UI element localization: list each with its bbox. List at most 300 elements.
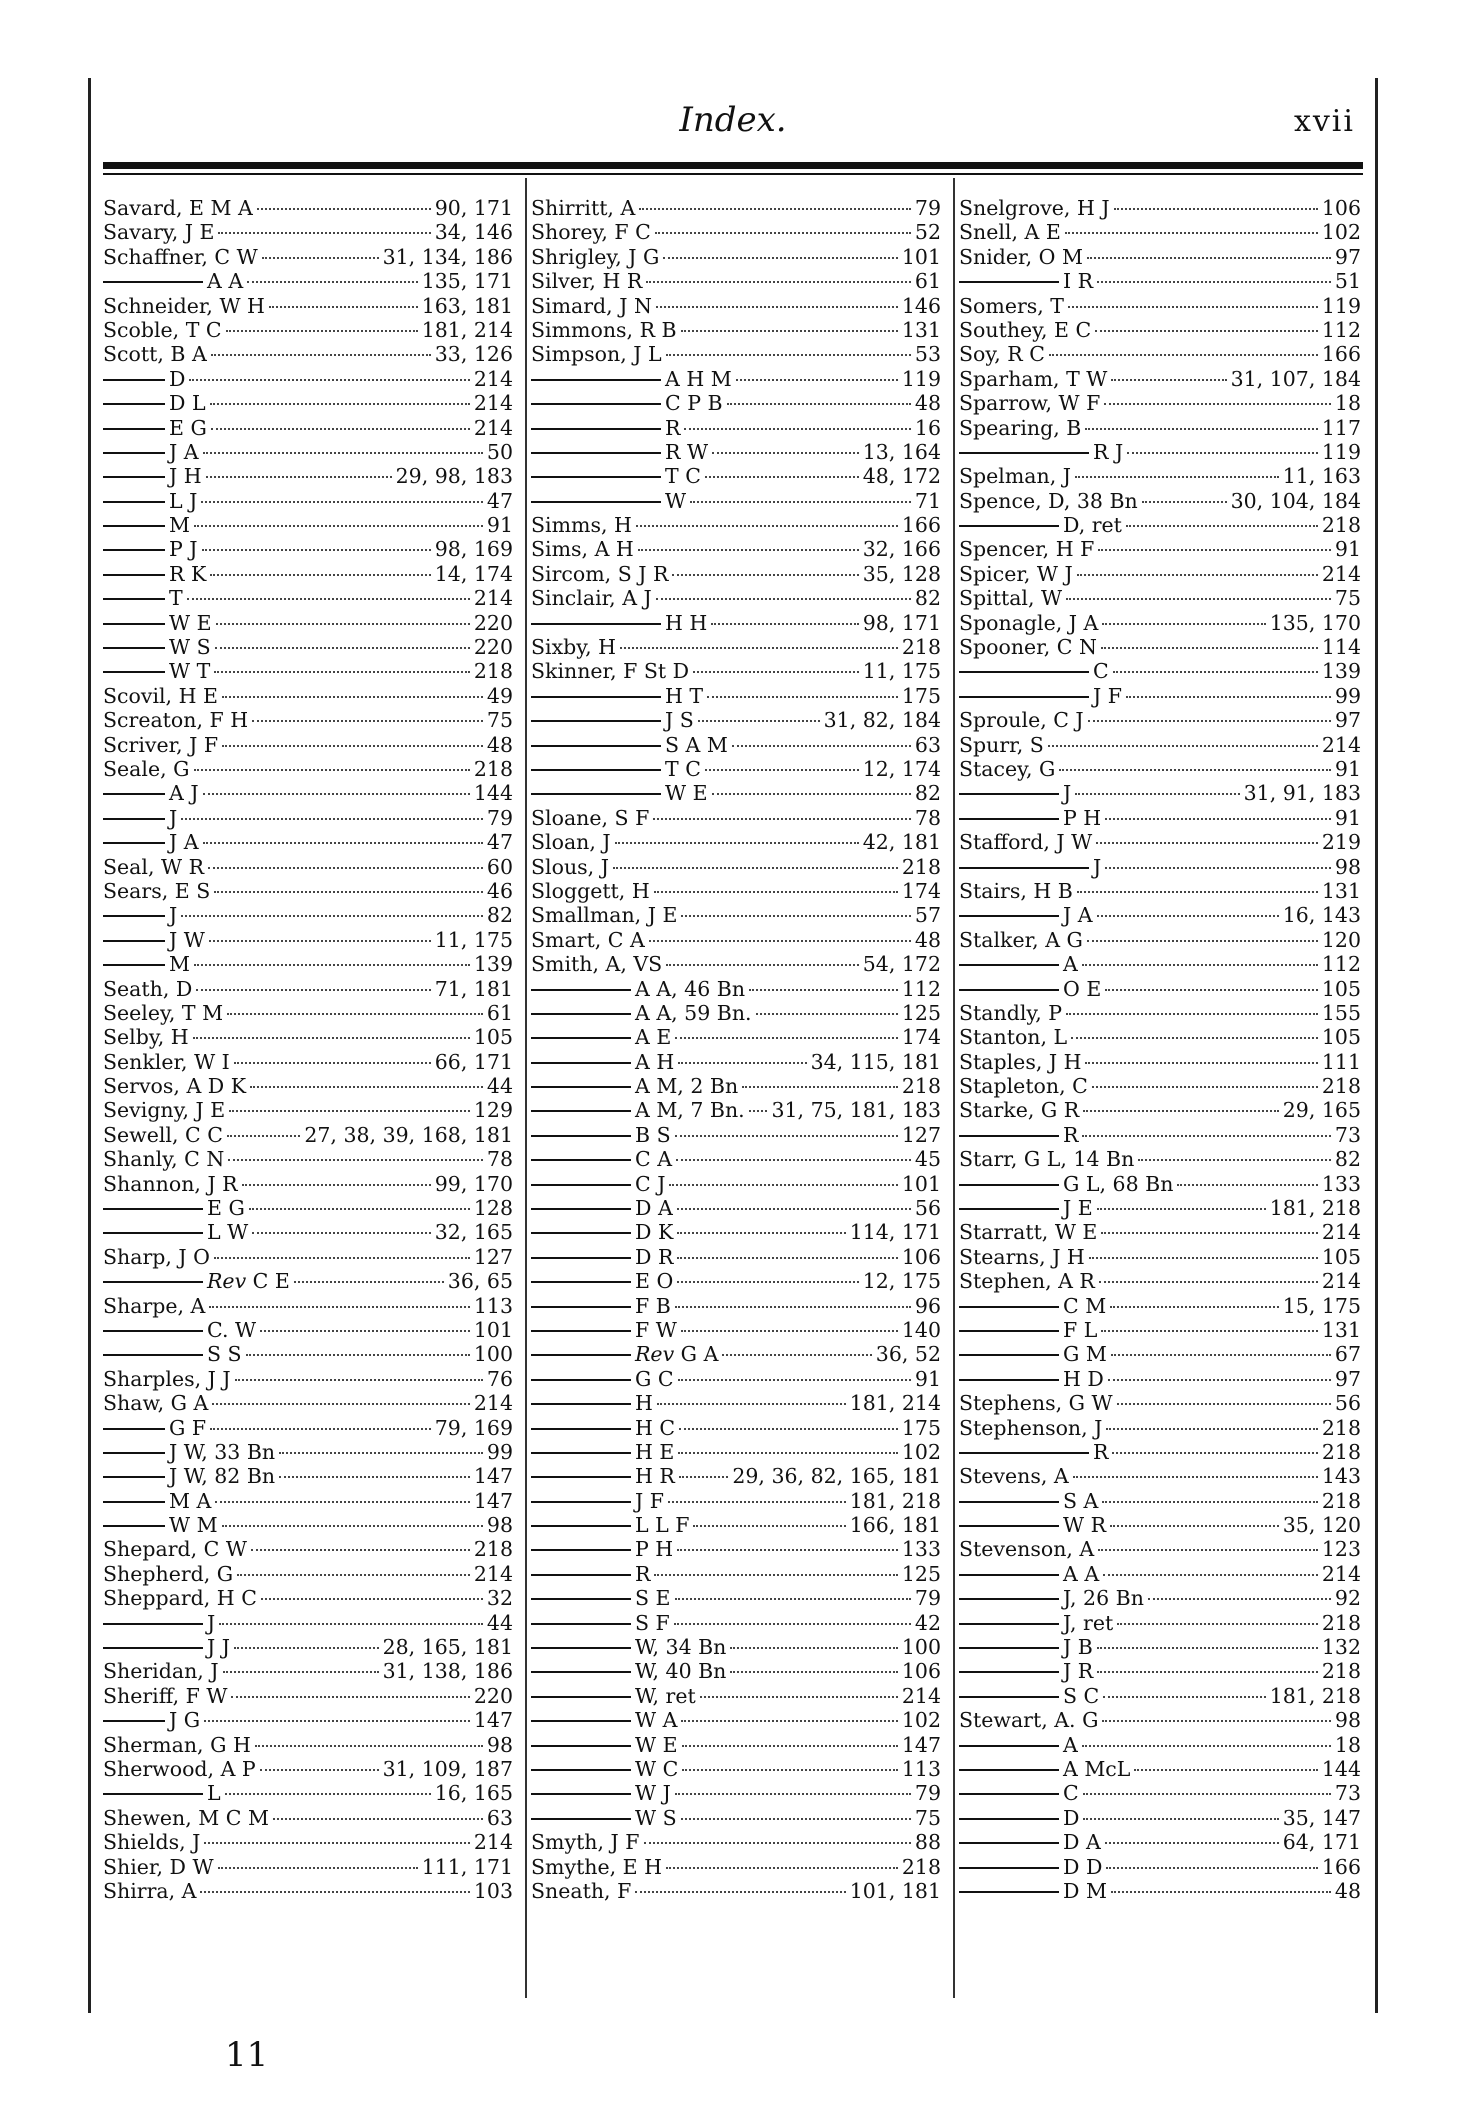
- index-entry: [103, 1416, 513, 1440]
- index-entry: [959, 1220, 1361, 1244]
- entry-pages: 63: [914, 732, 941, 757]
- entry-pages: 135, 170: [1269, 610, 1361, 635]
- entry-pages: 101, 181: [849, 1878, 941, 1903]
- entry-pages: 31, 109, 187: [382, 1757, 513, 1781]
- index-entry: [531, 1025, 941, 1049]
- index-entry: [531, 928, 941, 952]
- entry-name: E O: [635, 1269, 674, 1294]
- leader-dots: [674, 1623, 911, 1625]
- leader-dots: [613, 867, 898, 869]
- ditto-dash: [531, 1379, 631, 1381]
- leader-dots: [1073, 1476, 1318, 1478]
- leader-dots: [1099, 1281, 1318, 1283]
- ditto-dash: [959, 989, 1059, 991]
- entry-name: H T: [665, 683, 704, 708]
- entry-name: G C: [635, 1366, 674, 1391]
- leader-dots: [246, 1354, 470, 1356]
- entry-name: D R: [635, 1244, 674, 1269]
- ditto-dash: [103, 281, 203, 283]
- leader-dots: [1110, 1306, 1279, 1308]
- entry-name: L: [207, 1781, 221, 1806]
- entry-pages: 82: [486, 903, 513, 928]
- entry-name: W S: [169, 635, 211, 660]
- entry-pages: 67: [1334, 1342, 1361, 1367]
- leader-dots: [273, 1818, 483, 1820]
- entry-name: Smyth, J F: [531, 1830, 640, 1855]
- page-header: [91, 100, 1375, 150]
- index-entry: [959, 440, 1361, 464]
- leader-dots: [237, 1574, 470, 1576]
- leader-dots: [672, 574, 858, 576]
- ditto-dash: [531, 1208, 631, 1210]
- ditto-dash: [531, 1671, 631, 1673]
- entry-pages: 106: [1321, 196, 1361, 220]
- entry-pages: 163, 181: [421, 293, 513, 318]
- entry-name: Shirra, A: [103, 1878, 197, 1903]
- leader-dots: [732, 745, 911, 747]
- entry-pages: 51: [1334, 269, 1361, 294]
- entry-name: Sharples, J J: [103, 1366, 231, 1391]
- index-entry: [531, 1196, 941, 1220]
- entry-pages: 214: [473, 1391, 513, 1416]
- index-entry: [103, 1318, 513, 1342]
- entry-pages: 61: [486, 1000, 513, 1025]
- leader-dots: [693, 1525, 845, 1527]
- index-entry: [103, 1562, 513, 1586]
- entry-pages: 32, 165: [434, 1220, 513, 1245]
- entry-name: S A M: [665, 732, 728, 757]
- entry-pages: 35, 120: [1282, 1513, 1361, 1538]
- entry-pages: 218: [1321, 1439, 1361, 1464]
- leader-dots: [675, 1306, 911, 1308]
- index-entry: [959, 245, 1361, 269]
- leader-dots: [654, 1574, 897, 1576]
- index-entry: [959, 1391, 1361, 1415]
- entry-pages: 101: [901, 1171, 941, 1196]
- leader-dots: [201, 501, 483, 503]
- leader-dots: [1108, 1379, 1331, 1381]
- entry-pages: 75: [1334, 586, 1361, 611]
- index-entry: [103, 464, 513, 488]
- ditto-dash: [959, 452, 1089, 454]
- leader-dots: [705, 769, 859, 771]
- index-entry: [531, 1562, 941, 1586]
- entry-name: A: [1063, 952, 1078, 977]
- ditto-dash: [531, 1257, 631, 1259]
- leader-dots: [247, 281, 418, 283]
- index-entry: [959, 757, 1361, 781]
- ditto-dash: [531, 1452, 631, 1454]
- leader-dots: [678, 1062, 806, 1064]
- entry-name: J G: [169, 1708, 201, 1733]
- entry-name: Spencer, H F: [959, 537, 1095, 562]
- entry-name: Stevenson, A: [959, 1537, 1095, 1562]
- leader-dots: [212, 1403, 470, 1405]
- entry-pages: 35, 128: [862, 561, 941, 586]
- entry-pages: 44: [486, 1610, 513, 1635]
- entry-pages: 97: [1334, 708, 1361, 733]
- leader-dots: [222, 696, 483, 698]
- index-entry: [531, 464, 941, 488]
- entry-name: D: [1063, 1805, 1080, 1830]
- leader-dots: [1142, 501, 1227, 503]
- entry-name: J, ret: [1063, 1610, 1114, 1635]
- leader-dots: [1089, 1257, 1318, 1259]
- entry-pages: 82: [1334, 1147, 1361, 1172]
- entry-pages: 76: [486, 1366, 513, 1391]
- leader-dots: [653, 818, 911, 820]
- index-entry: [531, 855, 941, 879]
- index-entry: [531, 1708, 941, 1732]
- index-entry: [531, 1147, 941, 1171]
- ditto-dash: [103, 1330, 203, 1332]
- entry-pages: 90, 171: [434, 196, 513, 220]
- leader-dots: [646, 281, 911, 283]
- ditto-dash: [959, 1184, 1059, 1186]
- entry-pages: 12, 175: [862, 1269, 941, 1294]
- leader-dots: [242, 1184, 431, 1186]
- leader-dots: [736, 379, 898, 381]
- leader-dots: [678, 1452, 898, 1454]
- leader-dots: [677, 1257, 897, 1259]
- entry-pages: 127: [473, 1244, 513, 1269]
- index-entry: [103, 1220, 513, 1244]
- entry-pages: 128: [473, 1196, 513, 1221]
- entry-name: C J: [635, 1171, 666, 1196]
- entry-name: P J: [169, 537, 198, 562]
- entry-pages: 113: [473, 1293, 513, 1318]
- leader-dots: [656, 306, 898, 308]
- entry-pages: 214: [1321, 1269, 1361, 1294]
- entry-pages: 31, 82, 184: [823, 708, 941, 733]
- entry-name: G M: [1063, 1342, 1107, 1367]
- entry-pages: 71: [914, 488, 941, 513]
- ditto-dash: [531, 452, 661, 454]
- entry-name: J, 26 Bn: [1063, 1586, 1144, 1611]
- entry-pages: 29, 165: [1282, 1098, 1361, 1123]
- leader-dots: [1085, 428, 1318, 430]
- entry-name: J: [169, 903, 178, 928]
- leader-dots: [218, 1867, 418, 1869]
- leader-dots: [742, 1086, 898, 1088]
- leader-dots: [211, 354, 431, 356]
- ditto-dash: [103, 1793, 203, 1795]
- leader-dots: [649, 940, 911, 942]
- ditto-dash: [959, 1135, 1059, 1137]
- entry-name: J A: [1063, 903, 1093, 928]
- ditto-dash: [959, 1867, 1059, 1869]
- entry-pages: 114, 171: [849, 1220, 941, 1245]
- entry-pages: 100: [901, 1635, 941, 1660]
- index-entry: [103, 1733, 513, 1757]
- index-entry: [531, 1464, 941, 1488]
- entry-name: J: [169, 805, 178, 830]
- ditto-dash: [531, 1428, 631, 1430]
- index-column-3: [959, 196, 1361, 1903]
- leader-dots: [675, 1037, 898, 1039]
- entry-name: Spearing, B: [959, 415, 1082, 440]
- ditto-dash: [103, 1428, 165, 1430]
- entry-pages: 36, 65: [447, 1269, 513, 1294]
- entry-name: S F: [635, 1610, 670, 1635]
- index-entry: [103, 1440, 513, 1464]
- leader-dots: [1117, 1623, 1318, 1625]
- index-entry: [103, 537, 513, 561]
- leader-dots: [1138, 1159, 1331, 1161]
- entry-pages: 214: [1321, 561, 1361, 586]
- entry-pages: 98: [486, 1513, 513, 1538]
- leader-dots: [1110, 1525, 1279, 1527]
- leader-dots: [1101, 1330, 1318, 1332]
- entry-pages: 34, 146: [434, 220, 513, 245]
- ditto-dash: [959, 1623, 1059, 1625]
- ditto-dash: [531, 720, 661, 722]
- leader-dots: [1101, 1232, 1317, 1234]
- entry-pages: 53: [914, 342, 941, 367]
- entry-pages: 219: [1321, 830, 1361, 855]
- ditto-dash: [103, 623, 165, 625]
- entry-name: Scovil, H E: [103, 683, 218, 708]
- entry-pages: 79: [914, 1586, 941, 1611]
- index-entry: [103, 342, 513, 366]
- index-entry: [531, 659, 941, 683]
- entry-pages: 174: [901, 1025, 941, 1050]
- entry-name: Stephen, A R: [959, 1269, 1095, 1294]
- entry-pages: 12, 174: [862, 756, 941, 781]
- entry-name: A: [1063, 1732, 1078, 1757]
- ditto-dash: [103, 1354, 203, 1356]
- index-entry: [959, 879, 1361, 903]
- entry-name: D D: [1063, 1854, 1103, 1879]
- ditto-dash: [959, 818, 1059, 820]
- leader-dots: [675, 1135, 898, 1137]
- index-entry: [103, 1855, 513, 1879]
- ditto-dash: [959, 964, 1059, 966]
- leader-dots: [711, 623, 858, 625]
- ditto-dash: [103, 964, 165, 966]
- ditto-dash: [103, 1281, 203, 1283]
- leader-dots: [677, 1208, 911, 1210]
- index-entry: [959, 1318, 1361, 1342]
- index-entry: [103, 733, 513, 757]
- index-entry: [959, 1806, 1361, 1830]
- index-entry: [959, 318, 1361, 342]
- index-entry: [103, 440, 513, 464]
- index-entry: [531, 1757, 941, 1781]
- entry-name: E G: [169, 415, 207, 440]
- leader-dots: [1059, 769, 1331, 771]
- index-entry: [531, 1074, 941, 1098]
- entry-name: A McL: [1063, 1757, 1131, 1781]
- leader-dots: [204, 1842, 469, 1844]
- leader-dots: [196, 989, 430, 991]
- entry-pages: 123: [1321, 1537, 1361, 1562]
- index-entry: [959, 537, 1361, 561]
- index-entry: [103, 1586, 513, 1610]
- entry-name: D A: [635, 1196, 673, 1221]
- index-entry: [531, 1269, 941, 1293]
- index-entry: [959, 1464, 1361, 1488]
- entry-name: Shepard, C W: [103, 1537, 247, 1562]
- leader-dots: [1111, 1354, 1331, 1356]
- leader-dots: [756, 1013, 898, 1015]
- ditto-dash: [103, 818, 165, 820]
- index-entry: [959, 611, 1361, 635]
- index-entry: [959, 1123, 1361, 1147]
- leader-dots: [1077, 891, 1318, 893]
- leader-dots: [677, 1549, 898, 1551]
- leader-dots: [210, 1428, 431, 1430]
- entry-name: J H: [169, 464, 202, 489]
- leader-dots: [1148, 1598, 1331, 1600]
- entry-name: C: [1093, 659, 1109, 684]
- index-entry: [959, 1342, 1361, 1366]
- entry-name: Staples, J H: [959, 1049, 1082, 1074]
- entry-name: J W: [169, 927, 205, 952]
- entry-pages: 220: [473, 635, 513, 660]
- ditto-dash: [531, 1769, 631, 1771]
- entry-pages: 174: [901, 878, 941, 903]
- index-entry: [531, 245, 941, 269]
- index-entry: [959, 1172, 1361, 1196]
- entry-pages: 75: [914, 1805, 941, 1830]
- entry-pages: 98, 169: [434, 537, 513, 562]
- entry-pages: 218: [1321, 513, 1361, 538]
- leader-dots: [279, 1452, 483, 1454]
- entry-pages: 131: [1321, 1317, 1361, 1342]
- entry-name: D L: [169, 391, 206, 416]
- entry-pages: 214: [473, 391, 513, 416]
- leader-dots: [206, 476, 392, 478]
- entry-name: A H M: [665, 366, 732, 391]
- leader-dots: [1082, 1745, 1331, 1747]
- entry-pages: 111: [1321, 1049, 1361, 1074]
- index-entry: [103, 220, 513, 244]
- entry-pages: 139: [473, 952, 513, 977]
- index-entry: [531, 440, 941, 464]
- entry-name: Shirritt, A: [531, 196, 636, 220]
- entry-name: L J: [169, 488, 198, 513]
- leader-dots: [693, 671, 859, 673]
- leader-dots: [234, 1062, 431, 1064]
- entry-name: Sixby, H: [531, 635, 617, 660]
- index-entry: [531, 1537, 941, 1561]
- column-divider: [525, 178, 527, 1998]
- leader-dots: [620, 647, 898, 649]
- entry-pages: 31, 138, 186: [382, 1659, 513, 1684]
- entry-pages: 47: [486, 830, 513, 855]
- index-entry: [531, 1586, 941, 1610]
- leader-dots: [1097, 281, 1331, 283]
- index-entry: [103, 708, 513, 732]
- index-entry: [103, 1050, 513, 1074]
- page-title: Index.: [679, 100, 787, 140]
- entry-name: Savard, E M A: [103, 196, 253, 220]
- leader-dots: [1134, 1769, 1317, 1771]
- entry-name: Smallman, J E: [531, 903, 678, 928]
- ditto-dash: [959, 1330, 1059, 1332]
- entry-name: A H: [635, 1049, 675, 1074]
- entry-name: T: [169, 586, 183, 611]
- entry-name: W T: [169, 659, 211, 684]
- leader-dots: [262, 257, 379, 259]
- leader-dots: [666, 964, 859, 966]
- entry-pages: 218: [1321, 1074, 1361, 1099]
- entry-name: Sircom, S J R: [531, 561, 669, 586]
- entry-name: Sheriff, F W: [103, 1683, 228, 1708]
- entry-pages: 63: [486, 1805, 513, 1830]
- index-entry: [103, 1196, 513, 1220]
- entry-name: Starr, G L, 14 Bn: [959, 1147, 1135, 1172]
- entry-pages: 42: [914, 1610, 941, 1635]
- leader-dots: [187, 598, 470, 600]
- leader-dots: [252, 720, 483, 722]
- ditto-dash: [531, 403, 661, 405]
- entry-pages: 120: [1321, 927, 1361, 952]
- ditto-dash: [531, 501, 661, 503]
- entry-name: Scott, B A: [103, 342, 207, 367]
- index-entry: [959, 830, 1361, 854]
- entry-name: C: [1063, 1781, 1079, 1806]
- ditto-dash: [531, 745, 661, 747]
- index-entry: [959, 1879, 1361, 1903]
- leader-dots: [209, 1306, 469, 1308]
- index-entry: [103, 1074, 513, 1098]
- leader-dots: [203, 452, 483, 454]
- entry-pages: 96: [914, 1293, 941, 1318]
- ditto-dash: [531, 1062, 631, 1064]
- entry-pages: 54, 172: [862, 952, 941, 977]
- entry-name: Scoble, T C: [103, 317, 222, 342]
- ditto-dash: [103, 915, 165, 917]
- entry-name: W E: [665, 781, 708, 806]
- leader-dots: [1087, 940, 1318, 942]
- entry-name: H C: [635, 1415, 676, 1440]
- entry-name: J J: [207, 1635, 230, 1660]
- index-entry: [103, 684, 513, 708]
- entry-pages: 71, 181: [434, 976, 513, 1001]
- index-entry: [959, 1147, 1361, 1171]
- leader-dots: [712, 793, 911, 795]
- entry-pages: 48: [914, 927, 941, 952]
- entry-pages: 34, 115, 181: [810, 1049, 941, 1074]
- entry-pages: 92: [1334, 1586, 1361, 1611]
- index-entry: [103, 781, 513, 805]
- index-entry: [531, 1440, 941, 1464]
- leader-dots: [1097, 1208, 1266, 1210]
- index-entry: [531, 1879, 941, 1903]
- leader-dots: [204, 1720, 470, 1722]
- leader-dots: [252, 1232, 431, 1234]
- index-entry: [959, 416, 1361, 440]
- entry-name: A M, 7 Bn.: [635, 1098, 745, 1123]
- entry-name: J A: [169, 439, 199, 464]
- entry-name: R K: [169, 561, 207, 586]
- leader-dots: [1103, 1574, 1318, 1576]
- leader-dots: [749, 989, 898, 991]
- entry-name: A E: [635, 1025, 672, 1050]
- leader-dots: [194, 769, 470, 771]
- entry-name: Sloan, J: [531, 830, 611, 855]
- leader-dots: [229, 1110, 470, 1112]
- ditto-dash: [103, 1623, 203, 1625]
- entry-pages: 218: [901, 1074, 941, 1099]
- index-entry: [531, 294, 941, 318]
- leader-dots: [1068, 306, 1318, 308]
- leader-dots: [1126, 696, 1331, 698]
- index-entry: [531, 1659, 941, 1683]
- index-entry: [959, 1196, 1361, 1220]
